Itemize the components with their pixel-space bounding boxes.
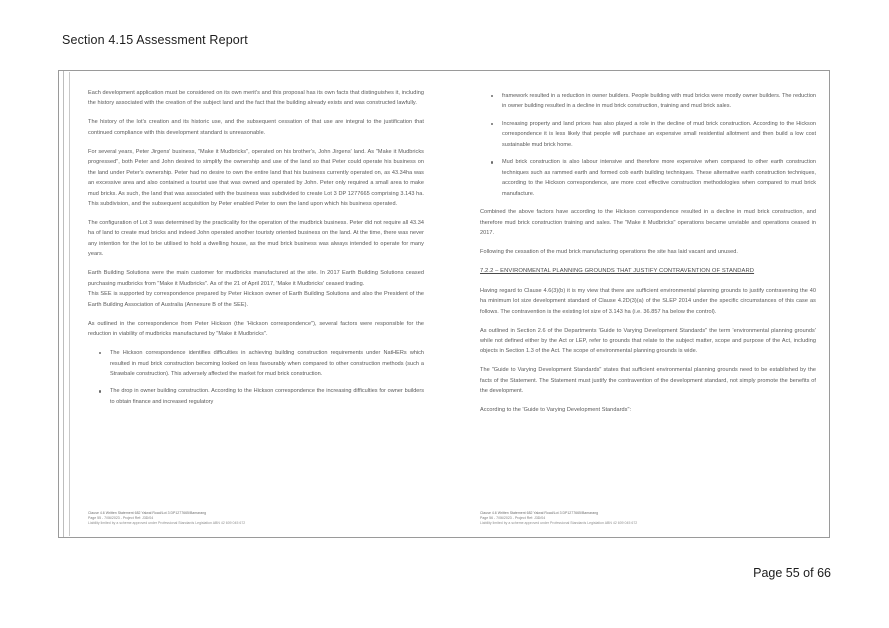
paragraph: The history of the lot's creation and its historic use, and the subsequent cessation of that use are integral to the justification that continued compliance with this development standard is unreasonable. (88, 119, 424, 136)
page-content-area (69, 72, 828, 536)
paragraph: As outlined in Section 2.6 of the Departments 'Guide to Varying Development Standards" the term 'environmental planning grounds' while not defined either by the Act or LEP, refer to grounds that relate to the subject matter, scope and purpose of the Act, including objects in Section 1.3 of the Act. The scope of environmental planning grounds is wide. (480, 327, 816, 355)
paragraph: Earth Building Solutions were the main customer for mudbricks manufactured at the site. In 2017 Earth Building Solutions ceased purchasing mudbricks from "Make it Mudbricks". As of the 21 of April 2017, 'Make it Mudbricks' ceased trading. (88, 270, 424, 287)
list-item: Increasing property and land prices has also played a role in the decline of mud brick construction. According to the Hickson correspondence it is less likely that people will purchase an expensive small residential allotment and then build a low cost sustainable mud brick home. (502, 119, 816, 150)
paragraph: Having regard to Clause 4.6(3)(b) it is my view that there are sufficient environmental planning grounds to justify contravening the 40 ha minimum lot size development standard of Clause 4.2D(3)(a) of the SLEP 2014 under the specific circumstances of this case as follows. The contravention is the existing lot size of 3.143 ha (i.e. 36.857 ha below the control). (480, 287, 816, 315)
two-column-layout (88, 88, 816, 528)
bullet-list (88, 348, 424, 407)
page-number-label: Page 55 of 66 (753, 566, 831, 580)
list-item: The drop in owner building construction. According to the Hickson correspondence the increasing difficulties for owner builders to obtain finance and increased regulatory (110, 386, 424, 407)
column-fineprint-footer (88, 511, 424, 526)
column-fineprint-footer (480, 511, 816, 526)
scanned-page-sheet (58, 70, 830, 538)
paragraph: The "Guide to Varying Development Standards" states that sufficient environmental planning grounds need to be established by the facts of the Statement. The Statement must justify the contravention of the development standard, not simply promote the benefits of the development. (480, 367, 816, 395)
left-text-column (88, 88, 424, 528)
section-heading: 7.2.2 – ENVIRONMENTAL PLANNING GROUNDS THAT JUSTIFY CONTRAVENTION OF STANDARD (480, 267, 755, 274)
bullet-list-continued (480, 91, 816, 199)
list-item-continuation: framework resulted in a reduction in owner builders. People building with mud bricks were mostly owner builders. The reduction in owner building resulted in a decline in mud brick construction, training and mud brick sales. (502, 91, 816, 112)
fineprint-line: Liability limited by a scheme approved under Professional Standards Legislation ABN 42 609 045 672 (88, 520, 246, 525)
list-item: The Hickson correspondence identifies difficulties in achieving building construction requirements under NatHERs which resulted in mud brick construction becoming looked on less favourably when compared to other construction methods (such a Strawbale construction). This adversely affected the market for mud brick construction. (110, 348, 424, 379)
paragraph: Each development application must be considered on its own merit's and this proposal has its own facts that distinguishes it, including the history associated with the creation of the subject land and the fact that the building already exists and was constructed lawfully. (88, 90, 424, 107)
list-item: Mud brick construction is also labour intensive and therefore more expensive when compared to other earth construction techniques such as rammed earth and formed cob earth building techniques. These alternative earth construction techniques, according to the Hickson correspondence, are more cost effective construction methodologies when compared to mud brick manufacture. (502, 157, 816, 199)
fineprint-line: Clause 4.6 Written Statement 682 Yalwal Road/Lot 3 DP1277665/Bamarang (88, 510, 207, 515)
paragraph: The configuration of Lot 3 was determined by the practicality for the operation of the mudbrick business. Peter did not require all 43.34 ha of land to create mud bricks and indeed John operated another touristy oriented business on the land. At the time, there was never any intention for the lot to be utilised to hold a dwelling house, as the mud brick business was always intended to operate for many years. (88, 220, 424, 258)
paragraph: As outlined in the correspondence from Peter Hickson (the 'Hickson correspondence"), several factors were responsible for the reduction in viability of mudbricks manufactured by "Make it Mudbricks". (88, 320, 424, 338)
fineprint-line: Liability limited by a scheme approved under Professional Standards Legislation ABN 42 609 045 672 (480, 520, 638, 525)
fineprint-line: Clause 4.6 Written Statement 682 Yalwal Road/Lot 3 DP1277665/Bamarang (480, 510, 599, 515)
fineprint-line: Page 55 - 7/06/2023 - Project Ref: J3D/04 (88, 515, 154, 520)
paragraph: Following the cessation of the mud brick manufacturing operations the site has laid vacant and unused. (480, 248, 738, 255)
fineprint-line: Page 56 - 7/06/2023 - Project Ref: J3D/04 (480, 515, 546, 520)
paragraph: Combined the above factors have according to the Hickson correspondence resulted in a decline in mud brick construction, and therefore mud brick construction training and sales. The "Make it Mudbricks" operations became unviable and operations ceased in 2017. (480, 209, 816, 236)
paragraph: This SEE is supported by correspondence prepared by Peter Hickson owner of Earth Building Solutions and also the President of the Earth Building Association of Australia (Annexure B of the SEE). (88, 291, 424, 308)
paragraph: For several years, Peter Jirgens' business, "Make it Mudbricks", operated on his brother's, John Jirgens' land. As "Make it Mudbricks progressed", both Peter and John desired to simplify the ownership and use of the land so that Peter could operate his business on the land under Peter's ownership. Peter had no desire to own the entire land that his business currently operated on, as 43.34ha was an excessive area and also contained a tourist use that was owned and operated by John. Peter only required a small area to make mud bricks. As such, the land that was associated with the business was subdivided to create Lot 3 DP 1277665 comprising 3.143 ha. This subdivision, and the subsequent acquisition by Peter enabled Peter to own the land upon which his business operated. (88, 148, 424, 208)
document-header-title: Section 4.15 Assessment Report (62, 33, 248, 47)
paragraph: According to the 'Guide to Varying Development Standards": (480, 407, 632, 414)
right-text-column (480, 88, 816, 528)
